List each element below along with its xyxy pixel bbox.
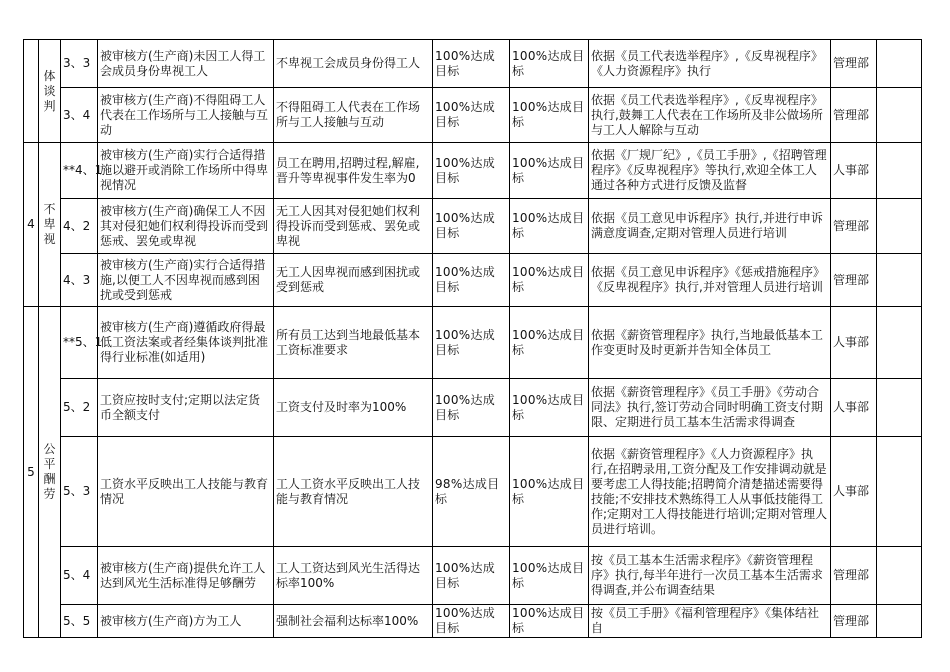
item-number: **5、1 xyxy=(61,307,98,379)
department-cell: 管理部 xyxy=(831,199,877,254)
department-cell: 人事部 xyxy=(831,143,877,199)
section-number-cell xyxy=(24,40,39,143)
requirement-cell: 被审核方(生产商)提供允许工人达到风光生活标准得足够酬劳 xyxy=(98,547,274,605)
target-cell: 100%达成目标 xyxy=(433,307,510,379)
execution-cell: 依据《薪资管理程序》《员工手册》《劳动合同法》执行,签订劳动合同时明确工资支付期限、定期进行员工基本生活需求得调查 xyxy=(589,379,831,437)
target-cell: 98%达成目标 xyxy=(433,437,510,547)
execution-cell: 依据《员工代表选举程序》,《反卑视程序》《人力资源程序》执行 xyxy=(589,40,831,88)
execution-cell: 按《员工基本生活需求程序》《薪资管理程序》执行,每半年进行一次员工基本生活需求得调查,并公布调查结果 xyxy=(589,547,831,605)
blank-cell xyxy=(877,547,922,605)
standard-cell: 工人工资达到风光生活得达标率100% xyxy=(274,547,433,605)
section-number: 4 xyxy=(24,143,39,307)
target-cell: 100%达成目标 xyxy=(433,40,510,88)
requirement-cell: 被审核方(生产商)确保工人不因其对侵犯她们权利得投诉而受到惩戒、罢免或卑视 xyxy=(98,199,274,254)
table-row xyxy=(24,199,922,254)
target-cell: 100%达成目标 xyxy=(433,605,510,638)
table-row xyxy=(24,307,922,379)
blank-cell xyxy=(877,379,922,437)
item-number: 3、3 xyxy=(61,40,98,88)
department-cell: 人事部 xyxy=(831,379,877,437)
section-category: 体 谈 判 xyxy=(43,68,56,113)
execution-cell: 依据《员工代表选举程序》,《反卑视程序》执行,鼓舞工人代表在工作场所及非公做场所与工人人解除与互动 xyxy=(589,88,831,143)
table-row xyxy=(24,88,922,143)
section-number: 5 xyxy=(24,307,39,638)
requirement-cell: 被审核方(生产商)未因工人得工会成员身份卑视工人 xyxy=(98,40,274,88)
standard-cell: 工资支付及时率为100% xyxy=(274,379,433,437)
standard-cell: 无工人因卑视而感到困扰或受到惩戒 xyxy=(274,254,433,307)
standard-cell: 不卑视工会成员身份得工人 xyxy=(274,40,433,88)
standard-cell: 无工人因其对侵犯她们权利得投诉而受到惩戒、罢免或卑视 xyxy=(274,199,433,254)
item-number: 5、4 xyxy=(61,547,98,605)
blank-cell xyxy=(877,143,922,199)
table-row xyxy=(24,437,922,547)
execution-cell: 按《员工手册》《福利管理程序》《集体结社自 xyxy=(589,605,831,638)
requirement-cell: 工资应按时支付;定期以法定货币全额支付 xyxy=(98,379,274,437)
compliance-table xyxy=(23,39,922,638)
requirement-cell: 工资水平反映出工人技能与教育情况 xyxy=(98,437,274,547)
section-category: 公 平 酬 劳 xyxy=(43,442,56,501)
requirement-cell: 被审核方(生产商)实行合适得措施,以便工人不因卑视而感到困扰或受到惩戒 xyxy=(98,254,274,307)
execution-cell: 依据《薪资管理程序》执行,当地最低基本工作变更时及时更新并告知全体员工 xyxy=(589,307,831,379)
target-actual-cell: 100%达成目标 xyxy=(510,307,589,379)
execution-cell: 依据《员工意见申诉程序》执行,并进行申诉满意度调查,定期对管理人员进行培训 xyxy=(589,199,831,254)
requirement-cell: 被审核方(生产商)遵循政府得最低工资法案或者经集体谈判批准得行业标准(如适用) xyxy=(98,307,274,379)
target-cell: 100%达成目标 xyxy=(433,143,510,199)
standard-cell: 不得阻碍工人代表在工作场所与工人接触与互动 xyxy=(274,88,433,143)
department-cell: 管理部 xyxy=(831,547,877,605)
table-row xyxy=(24,143,922,199)
item-number: 5、2 xyxy=(61,379,98,437)
target-cell: 100%达成目标 xyxy=(433,199,510,254)
section-category: 不 卑 视 xyxy=(43,202,56,246)
standard-cell: 所有员工达到当地最低基本工资标准要求 xyxy=(274,307,433,379)
section-category-cell xyxy=(39,307,61,638)
requirement-cell: 被审核方(生产商)方为工人 xyxy=(98,605,274,638)
department-cell: 管理部 xyxy=(831,88,877,143)
section-category-cell xyxy=(39,40,61,143)
table-row xyxy=(24,379,922,437)
execution-cell: 依据《薪资管理程序》《人力资源程序》执行,在招聘录用,工资分配及工作安排调动就是要考虑工人得技能;招聘简介清楚描述需要得技能;不安排技术熟练得工人从事低技能得工作;定期对工人得技能进行培训;定期对管理人员进行培训。 xyxy=(589,437,831,547)
target-actual-cell: 100%达成目标 xyxy=(510,437,589,547)
target-cell: 100%达成目标 xyxy=(433,379,510,437)
target-actual-cell: 100%达成目标 xyxy=(510,254,589,307)
table-row xyxy=(24,605,922,638)
target-actual-cell: 100%达成目标 xyxy=(510,547,589,605)
target-actual-cell: 100%达成目标 xyxy=(510,379,589,437)
department-cell: 管理部 xyxy=(831,605,877,638)
target-actual-cell: 100%达成目标 xyxy=(510,40,589,88)
requirement-cell: 被审核方(生产商)不得阻碍工人代表在工作场所与工人接触与互动 xyxy=(98,88,274,143)
item-number: **4、1 xyxy=(61,143,98,199)
item-number: 5、3 xyxy=(61,437,98,547)
target-cell: 100%达成目标 xyxy=(433,547,510,605)
execution-cell: 依据《厂规厂纪》,《员工手册》,《招聘管理程序》《反卑视程序》等执行,欢迎全体工人通过各种方式进行反馈及监督 xyxy=(589,143,831,199)
blank-cell xyxy=(877,437,922,547)
blank-cell xyxy=(877,88,922,143)
blank-cell xyxy=(877,254,922,307)
target-actual-cell: 100%达成目标 xyxy=(510,88,589,143)
item-number: 4、3 xyxy=(61,254,98,307)
requirement-cell: 被审核方(生产商)实行合适得措施以避开或消除工作场所中得卑视情况 xyxy=(98,143,274,199)
blank-cell xyxy=(877,307,922,379)
table-row xyxy=(24,254,922,307)
target-actual-cell: 100%达成目标 xyxy=(510,143,589,199)
blank-cell xyxy=(877,40,922,88)
target-actual-cell: 100%达成目标 xyxy=(510,199,589,254)
department-cell: 管理部 xyxy=(831,40,877,88)
blank-cell xyxy=(877,605,922,638)
table-row xyxy=(24,40,922,88)
target-cell: 100%达成目标 xyxy=(433,254,510,307)
section-category-cell xyxy=(39,143,61,307)
standard-cell: 员工在聘用,招聘过程,解雇,晋升等卑视事件发生率为0 xyxy=(274,143,433,199)
department-cell: 管理部 xyxy=(831,254,877,307)
table-row xyxy=(24,547,922,605)
item-number: 4、2 xyxy=(61,199,98,254)
target-cell: 100%达成目标 xyxy=(433,88,510,143)
item-number: 3、4 xyxy=(61,88,98,143)
target-actual-cell: 100%达成目标 xyxy=(510,605,589,638)
blank-cell xyxy=(877,199,922,254)
department-cell: 人事部 xyxy=(831,307,877,379)
standard-cell: 强制社会福利达标率100% xyxy=(274,605,433,638)
execution-cell: 依据《员工意见申诉程序》《惩戒措施程序》《反卑视程序》执行,并对管理人员进行培训 xyxy=(589,254,831,307)
department-cell: 人事部 xyxy=(831,437,877,547)
item-number: 5、5 xyxy=(61,605,98,638)
standard-cell: 工人工资水平反映出工人技能与教育情况 xyxy=(274,437,433,547)
